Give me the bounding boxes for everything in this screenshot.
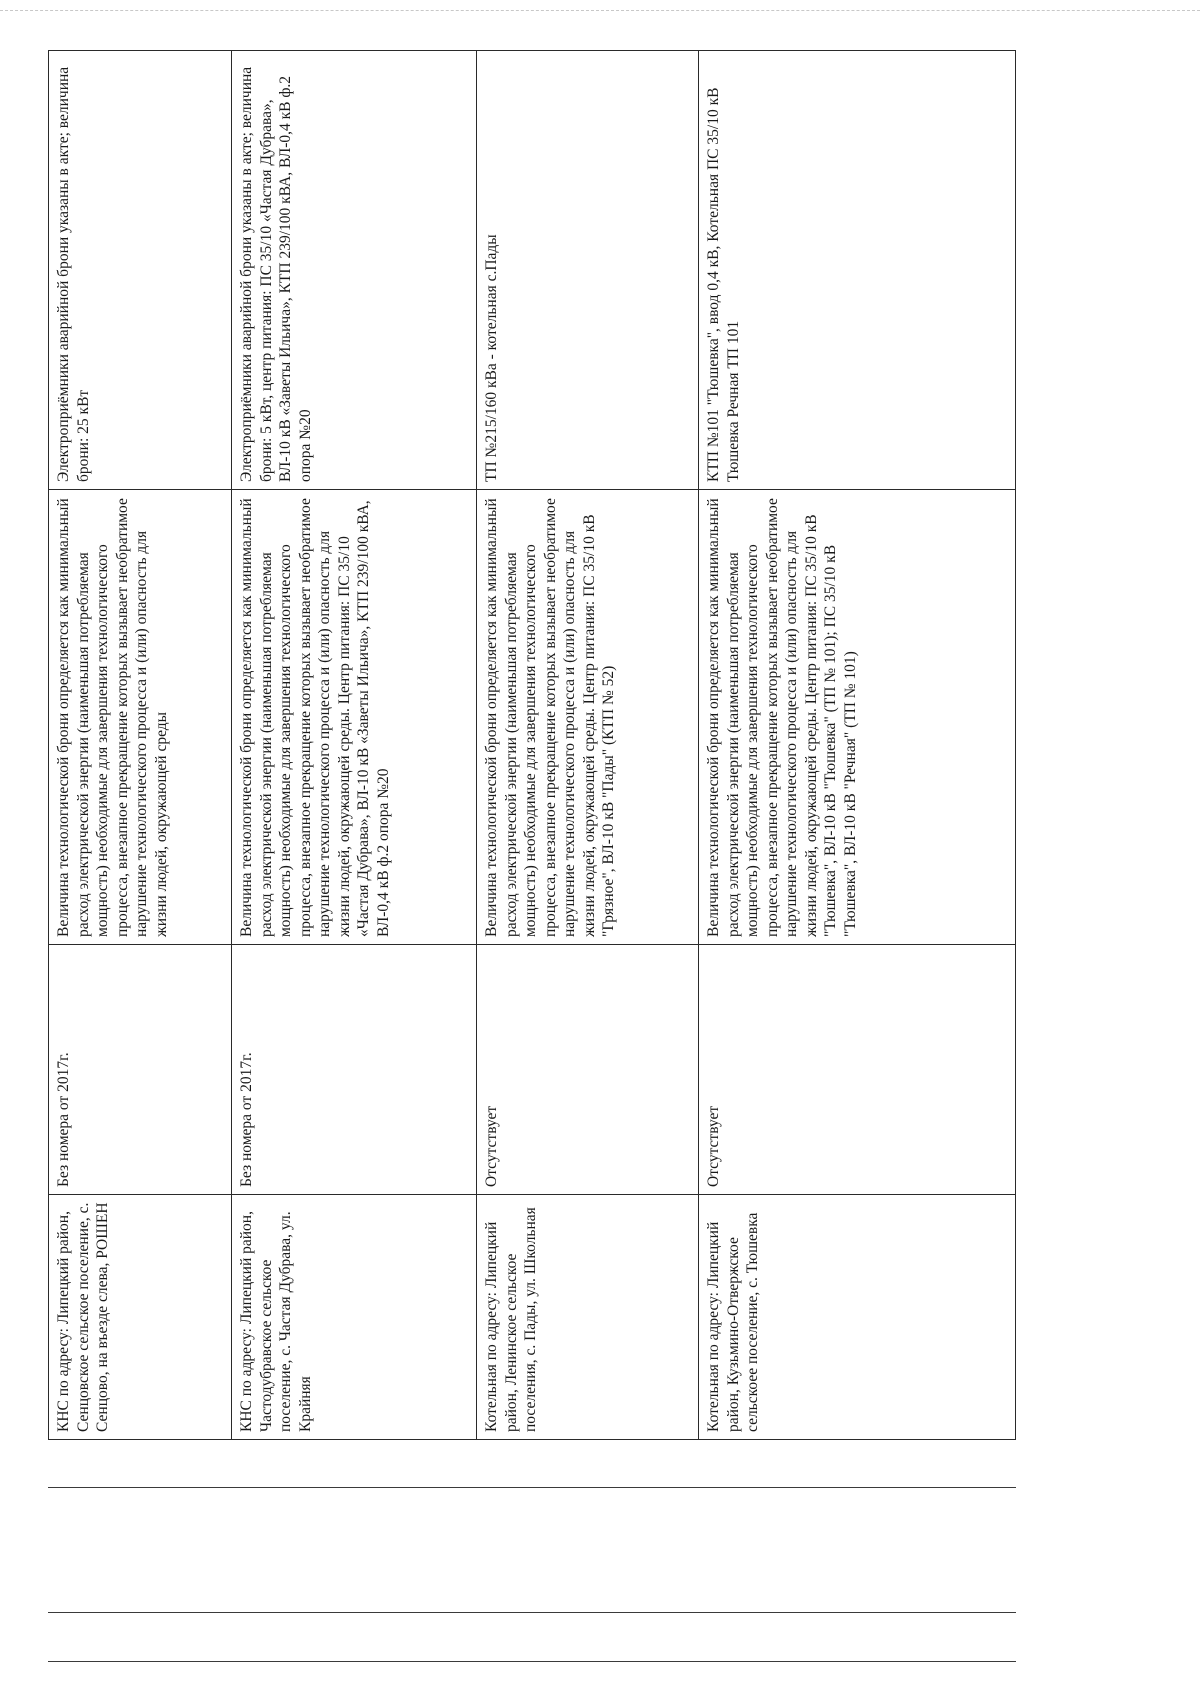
tech-reserve-cell: Величина технологической брони определяется как минимальный расход электрической энергии (наименьшая потребляемая мощность) необходимые для завершения технологического процесса, внезапное прекращение которых вызывает необратимое нарушение технологического процесса и (или) опасность для жизни людей, окружающей среды. Центр питания: ПС 35/10 «Частая Дубрава», ВЛ-10 кВ «Заветы Ильича», КТП 239/100 кВА, ВЛ-0,4 кВ ф.2 опора №20	[232, 490, 477, 945]
horizontal-rule	[48, 1612, 1016, 1613]
table-row	[699, 51, 1016, 1440]
scan-edge	[0, 10, 1200, 11]
object-cell: КНС по адресу: Липецкий район, Сенцовское сельское поселение, с. Сенцово, на въезде слева, РОШЕН	[49, 1195, 232, 1440]
tech-reserve-cell: Величина технологической брони определяется как минимальный расход электрической энергии (наименьшая потребляемая мощность) необходимые для завершения технологического процесса, внезапное прекращение которых вызывает необратимое нарушение технологического процесса и (или) опасность для жизни людей, окружающей среды. Центр питания: ПС 35/10 кВ "Грязное", ВЛ-10 кВ "Пады" (КТП № 52)	[477, 490, 699, 945]
table-row	[477, 51, 699, 1440]
act-cell: Без номера от 2017г.	[232, 945, 477, 1195]
object-cell: Котельная по адресу: Липецкий район, Кузьмино-Отвержское сельскоее поселение, с. Тюшевка	[699, 1195, 1016, 1440]
act-cell: Без номера от 2017г.	[49, 945, 232, 1195]
emergency-reserve-cell: Электроприёмники аварийной брони указаны в акте; величина брони: 5 кВт, центр питания: ПС 35/10 «Частая Дубрава», ВЛ-10 кВ «Заветы Ильича», КТП 239/100 кВА, ВЛ-0,4 кВ ф.2 опора №20	[232, 51, 477, 490]
table-row	[49, 51, 232, 1440]
emergency-reserve-cell: Электроприёмники аварийной брони указаны в акте; величина брони: 25 кВт	[49, 51, 232, 490]
act-cell: Отсутствует	[477, 945, 699, 1195]
horizontal-rule	[48, 1487, 1016, 1488]
object-cell: КНС по адресу: Липецкий район, Частодубравское сельское поселение, с. Частая Дубрава, ул. Крайняя	[232, 1195, 477, 1440]
emergency-reserve-cell: КТП №101 "Тюшевка", ввод 0,4 кВ, Котельная ПС 35/10 кВ Тюшевка Речная ТП 101	[699, 51, 1016, 490]
tech-reserve-cell: Величина технологической брони определяется как минимальный расход электрической энергии (наименьшая потребляемая мощность) необходимые для завершения технологического процесса, внезапное прекращение которых вызывает необратимое нарушение технологического процесса и (или) опасность для жизни людей, окружающей среды. Центр питания: ПС 35/10 кВ "Тюшевка", ВЛ-10 кВ "Тюшевка" (ТП № 101); ПС 35/10 кВ "Тюшевка", ВЛ-10 кВ "Речная" (ТП № 101)	[699, 490, 1016, 945]
object-cell: Котельная по адресу: Липецкий район, Ленинское сельское поселения, с. Пады, ул. Школьная	[477, 1195, 699, 1440]
rotated-page	[48, 50, 1015, 1440]
horizontal-rule	[48, 1661, 1016, 1662]
power-reserve-table	[48, 50, 1016, 1440]
table-row	[232, 51, 477, 1440]
act-cell: Отсутствует	[699, 945, 1016, 1195]
emergency-reserve-cell: ТП №215/160 кВа - котельная с.Пады	[477, 51, 699, 490]
tech-reserve-cell: Величина технологической брони определяется как минимальный расход электрической энергии (наименьшая потребляемая мощность) необходимые для завершения технологического процесса, внезапное прекращение которых вызывает необратимое нарушение технологического процесса и (или) опасность для жизни людей, окружающей среды	[49, 490, 232, 945]
